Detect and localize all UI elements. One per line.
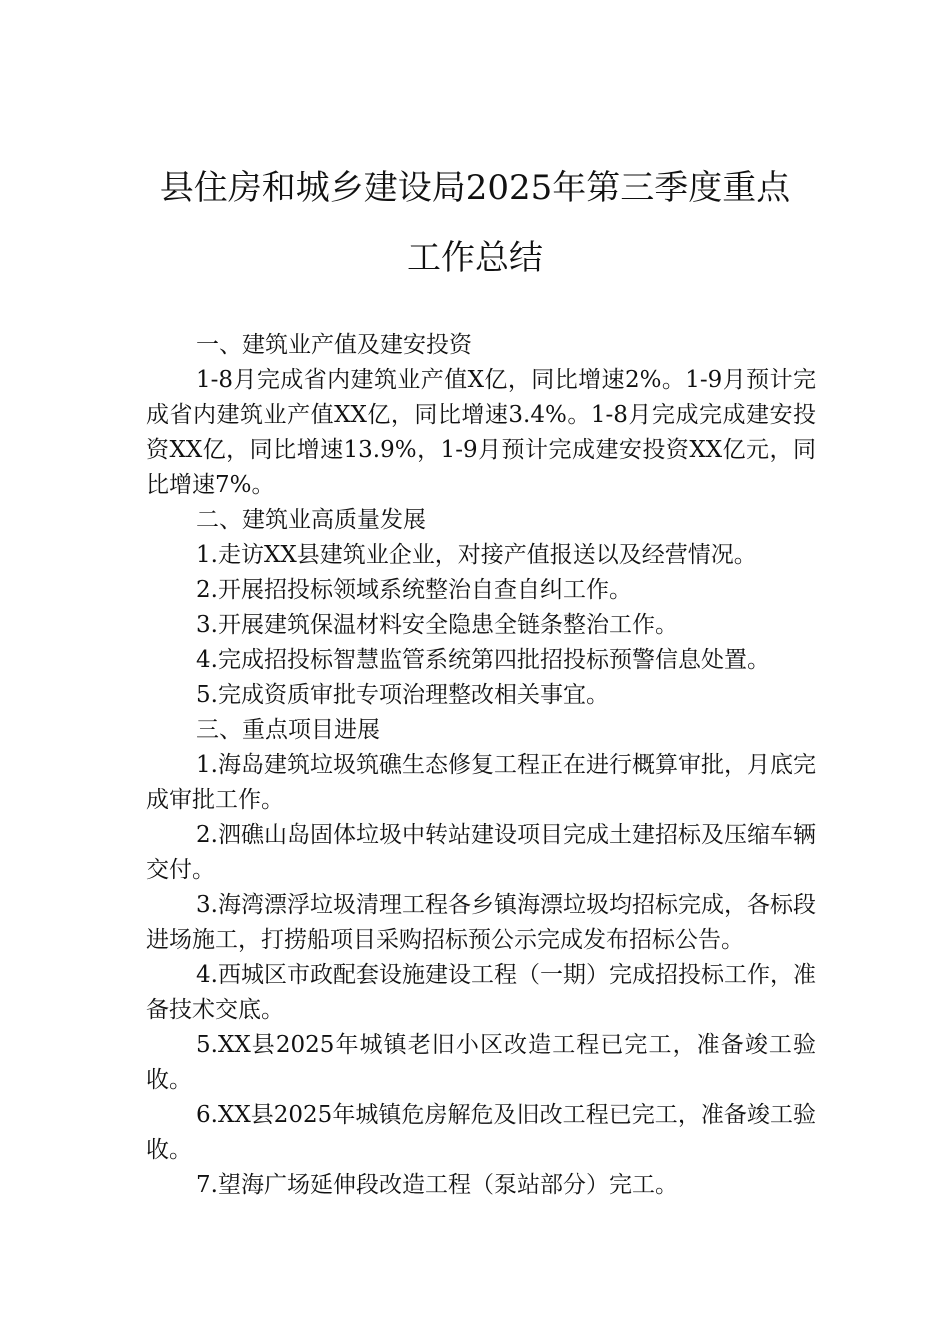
document-title-line-2: 工作总结	[407, 238, 543, 278]
section-heading: 一、建筑业产值及建安投资	[196, 332, 472, 358]
document-title-line-1: 县住房和城乡建设局2025年第三季度重点	[159, 168, 791, 208]
section-heading: 三、重点项目进展	[196, 717, 380, 743]
list-item: 1.海岛建筑垃圾筑礁生态修复工程正在进行概算审批，月底完成审批工作。	[146, 752, 816, 813]
list-item: 1.走访XX县建筑业企业，对接产值报送以及经营情况。	[196, 542, 757, 568]
list-item: 2.开展招投标领域系统整治自查自纠工作。	[196, 577, 632, 603]
list-item: 3.开展建筑保温材料安全隐患全链条整治工作。	[196, 612, 678, 638]
list-item: 7.望海广场延伸段改造工程（泵站部分）完工。	[196, 1172, 678, 1198]
list-item: 5.完成资质审批专项治理整改相关事宜。	[196, 682, 609, 708]
list-item: 5.XX县2025年城镇老旧小区改造工程已完工，准备竣工验收。	[146, 1032, 816, 1093]
section-heading: 二、建筑业高质量发展	[196, 507, 426, 533]
document-body	[146, 328, 816, 1203]
paragraph: 1-8月完成省内建筑业产值X亿，同比增速2%。1-9月预计完成省内建筑业产值XX亿，同比增速3.4%。1-8月完成完成建安投资XX亿，同比增速13.9%，1-9月预计完成建安投资XX亿元，同比增速7%。	[146, 367, 816, 498]
list-item: 4.西城区市政配套设施建设工程（一期）完成招投标工作，准备技术交底。	[146, 962, 816, 1023]
list-item: 4.完成招投标智慧监管系统第四批招投标预警信息处置。	[196, 647, 770, 673]
list-item: 2.泗礁山岛固体垃圾中转站建设项目完成土建招标及压缩车辆交付。	[146, 822, 816, 883]
list-item: 3.海湾漂浮垃圾清理工程各乡镇海漂垃圾均招标完成，各标段进场施工，打捞船项目采购招标预公示完成发布招标公告。	[146, 892, 816, 953]
list-item: 6.XX县2025年城镇危房解危及旧改工程已完工，准备竣工验收。	[146, 1102, 816, 1163]
